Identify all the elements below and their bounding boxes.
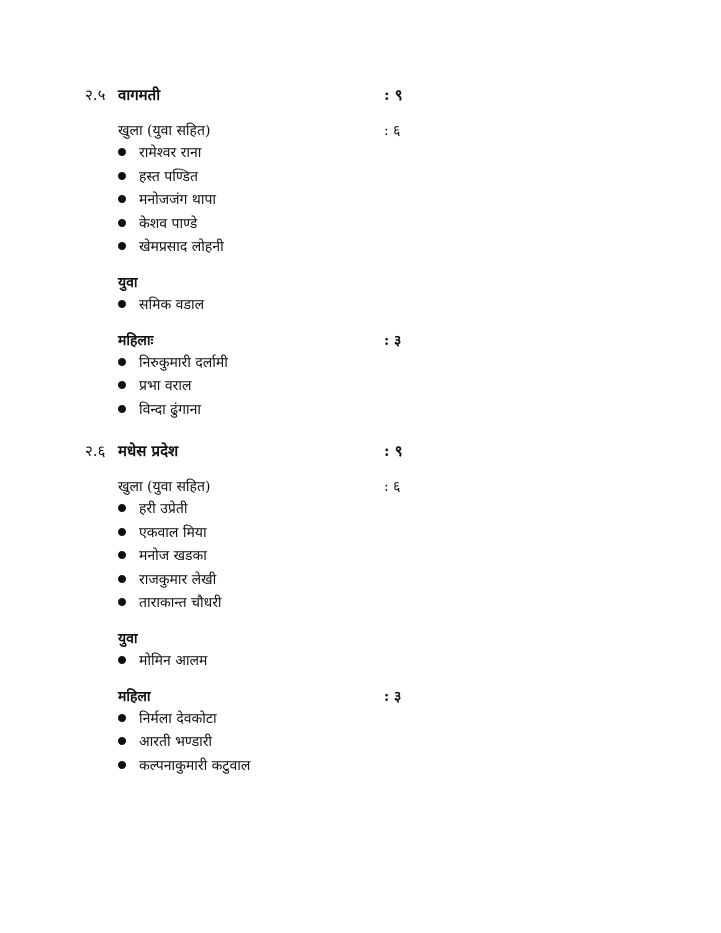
group-label: महिलाः xyxy=(118,332,154,349)
bullet-icon xyxy=(118,300,126,308)
member-list xyxy=(118,651,678,675)
group-label: खुला (युवा सहित) xyxy=(118,123,211,139)
bullet-icon xyxy=(118,195,126,203)
section-title: वागमती xyxy=(118,86,161,104)
section-count: : ९ xyxy=(384,442,403,460)
member-name: मनोजजंग थापा xyxy=(139,192,217,209)
bullet-icon xyxy=(118,656,126,664)
section-number: २.५ xyxy=(85,86,106,104)
bullet-icon xyxy=(118,598,126,606)
member-name: केशव पाण्डे xyxy=(139,215,198,232)
group-women xyxy=(118,331,678,424)
group-heading xyxy=(118,121,678,143)
list-item xyxy=(118,709,678,733)
group-youth xyxy=(118,273,678,319)
list-item xyxy=(118,732,678,756)
bullet-icon xyxy=(118,405,126,413)
list-item xyxy=(118,143,678,167)
group-count: : ६ xyxy=(384,123,401,139)
member-list xyxy=(118,499,678,617)
bullet-icon xyxy=(118,575,126,583)
member-name: आरती भण्डारी xyxy=(139,734,213,751)
section-number: २.६ xyxy=(85,442,106,460)
section-count: : ९ xyxy=(384,86,403,104)
bullet-icon xyxy=(118,358,126,366)
group-label: युवा xyxy=(118,274,138,291)
bullet-icon xyxy=(118,528,126,536)
bullet-icon xyxy=(118,219,126,227)
list-item xyxy=(118,593,678,617)
section-bagmati xyxy=(0,85,721,423)
list-item xyxy=(118,167,678,191)
group-count: : ३ xyxy=(384,332,402,349)
list-item xyxy=(118,295,678,319)
list-item xyxy=(118,214,678,238)
group-youth xyxy=(118,629,678,675)
member-name: खेमप्रसाद लोहनी xyxy=(139,239,224,256)
bullet-icon xyxy=(118,714,126,722)
bullet-icon xyxy=(118,242,126,250)
group-heading xyxy=(118,629,678,651)
member-list xyxy=(118,143,678,261)
member-name: विन्दा ढुंगाना xyxy=(139,401,202,418)
member-name: राजकुमार लेखी xyxy=(139,571,217,588)
member-list xyxy=(118,353,678,424)
group-women xyxy=(118,687,678,780)
member-list xyxy=(118,709,678,780)
bullet-icon xyxy=(118,172,126,180)
group-heading xyxy=(118,477,678,499)
list-item xyxy=(118,570,678,594)
group-count: : ६ xyxy=(384,479,401,495)
list-item xyxy=(118,499,678,523)
member-name: हस्त पण्डित xyxy=(139,168,199,185)
member-list xyxy=(118,295,678,319)
list-item xyxy=(118,651,678,675)
member-name: ताराकान्त चौधरी xyxy=(139,595,222,612)
list-item xyxy=(118,190,678,214)
group-heading xyxy=(118,273,678,295)
group-label: महिला xyxy=(118,688,151,705)
bullet-icon xyxy=(118,737,126,745)
section-heading xyxy=(0,85,721,109)
list-item xyxy=(118,756,678,780)
list-item xyxy=(118,237,678,261)
list-item xyxy=(118,400,678,424)
member-name: एकवाल मिया xyxy=(139,524,207,541)
member-name: रामेश्वर राना xyxy=(139,145,202,161)
group-open xyxy=(118,121,678,261)
bullet-icon xyxy=(118,761,126,769)
list-item xyxy=(118,546,678,570)
group-heading xyxy=(118,687,678,709)
group-open xyxy=(118,477,678,617)
section-madhesh xyxy=(0,441,721,779)
member-name: निर्मला देवकोटा xyxy=(139,710,217,727)
member-name: समिक वडाल xyxy=(139,296,205,313)
group-label: खुला (युवा सहित) xyxy=(118,479,211,495)
list-item xyxy=(118,523,678,547)
group-label: युवा xyxy=(118,630,138,647)
member-name: मनोज खडका xyxy=(139,548,207,565)
member-name: हरी उप्रेती xyxy=(139,501,188,517)
bullet-icon xyxy=(118,551,126,559)
section-heading xyxy=(0,441,721,465)
bullet-icon xyxy=(118,381,126,389)
list-item xyxy=(118,353,678,377)
member-name: निरुकुमारी दर्लामी xyxy=(139,354,228,371)
list-item xyxy=(118,376,678,400)
group-count: : ३ xyxy=(384,688,402,705)
section-title: मधेस प्रदेश xyxy=(118,442,179,460)
member-name: कल्पनाकुमारी कटुवाल xyxy=(139,757,251,774)
group-heading xyxy=(118,331,678,353)
bullet-icon xyxy=(118,148,126,156)
member-name: प्रभा वराल xyxy=(139,378,192,395)
member-name: मोमिन आलम xyxy=(139,652,208,669)
bullet-icon xyxy=(118,504,126,512)
